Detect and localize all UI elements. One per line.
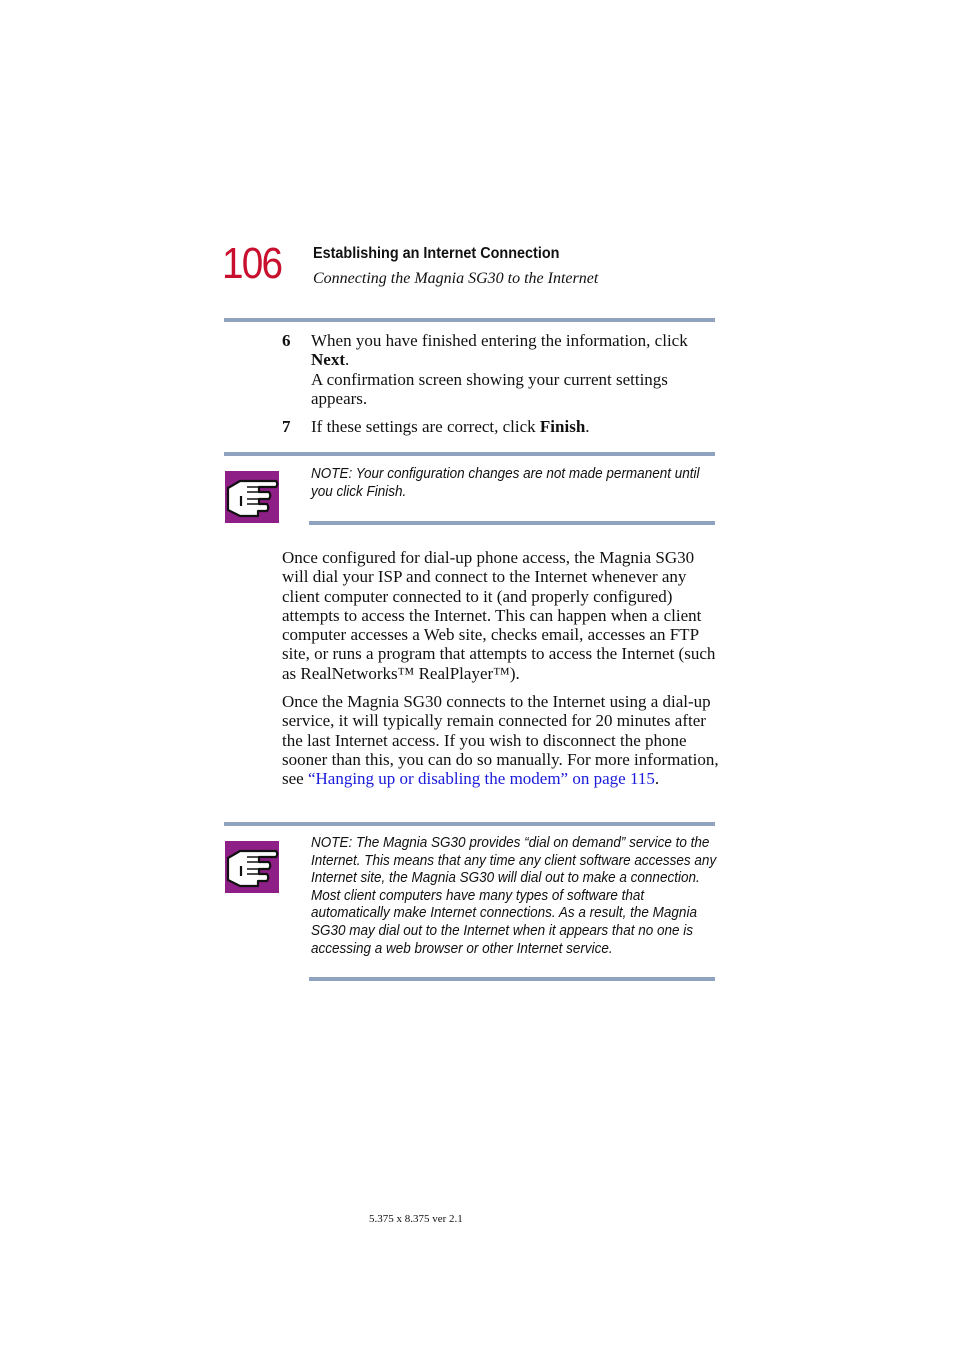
step-text-end: . [344,350,350,370]
note-text: NOTE: The Magnia SG30 provides “dial on demand” service to the Internet. This means that any time any client software accesses any Internet site, the Magnia SG30 will dial out to make a connection. Most client computers have many types of software that automatically make Internet connections. As a result, the Magnia SG30 may dial out to the Internet when it appears that no one is accessing a web browser or other Internet service. [311,834,717,957]
pointing-hand-icon [225,841,279,893]
step-text: If these settings are correct, click [311,417,540,437]
note-bottom-rule [309,521,715,525]
cross-reference-link[interactable]: “Hanging up or disabling the modem” on page 115 [307,769,655,789]
body-paragraph: Once configured for dial-up phone access, the Magnia SG30 will dial your ISP and connect to the Internet whenever any client computer connected to it (and properly configured) attempts to access the Internet. This can happen when a client computer accesses a Web site, checks email, accesses an FTP site, or runs a program that attempts to access the Internet (such as RealNetworks™ RealPlayer™). [282,548,716,683]
step-number: 7 [282,417,291,437]
next-button-reference: Next [311,350,345,370]
step-text-end: . [585,417,590,437]
paragraph-text-end: . [654,769,660,789]
note-top-rule [224,452,715,456]
step-item [282,417,722,436]
chapter-title: Establishing an Internet Connection [313,245,560,262]
finish-button-reference: Finish [539,417,586,437]
step-item [282,331,722,408]
page-footer: 5.375 x 8.375 ver 2.1 [369,1213,463,1225]
step-text: When you have finished entering the information, click [311,331,688,350]
step-body [311,331,722,408]
paragraph-text: Once the Magnia SG30 connects to the Internet using a dial-up service, it will typically remain connected for 20 minutes after the last Internet access. If you wish to disconnect the phone sooner than this, you can do so manually. For more information, see [282,692,719,789]
pointing-hand-icon [225,471,279,523]
step-number: 6 [282,331,291,350]
step-body [311,417,722,436]
section-title: Connecting the Magnia SG30 to the Internet [313,270,599,287]
note-text: NOTE: Your configuration changes are not made permanent until you click Finish. [311,465,700,500]
section-divider [224,318,715,322]
step-result: A confirmation screen showing your current settings appears. [311,369,668,408]
body-paragraph [282,692,722,788]
note-bottom-rule [309,977,715,981]
step-list [282,331,722,445]
page-number: 106 [222,239,282,288]
note-top-rule [224,822,715,826]
